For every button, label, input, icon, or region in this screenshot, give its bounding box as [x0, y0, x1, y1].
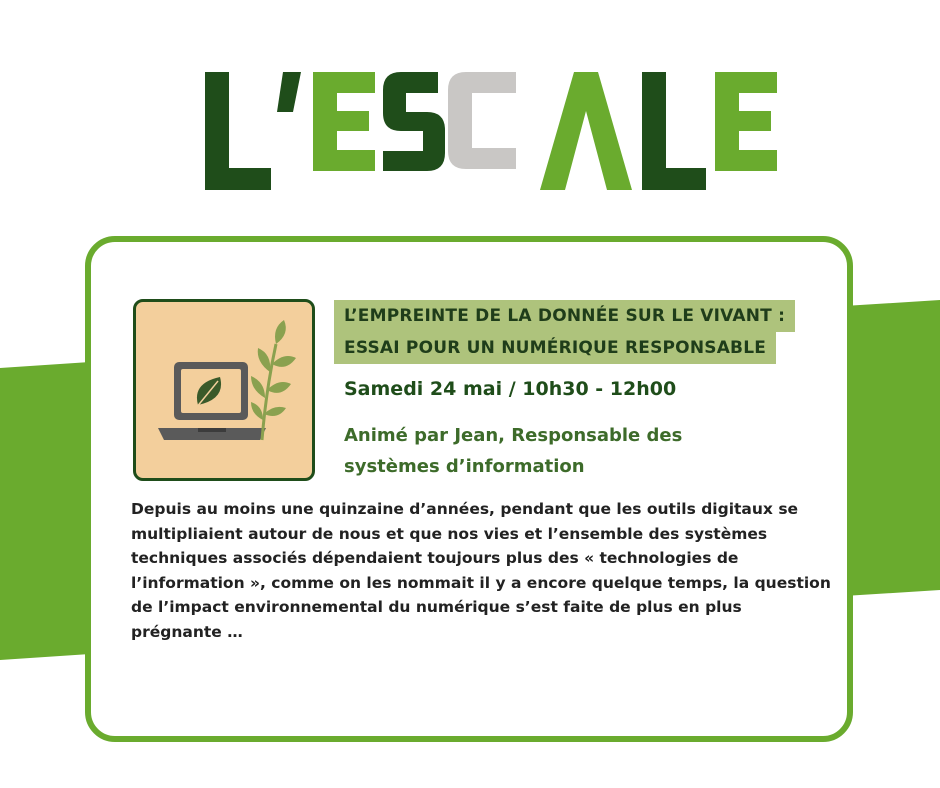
event-date: Samedi 24 mai / 10h30 - 12h00 [344, 378, 677, 400]
event-title-line-2: ESSAI POUR UN NUMÉRIQUE RESPONSABLE [334, 332, 776, 364]
laptop-with-leaf-and-plant-icon [136, 302, 312, 478]
event-title [334, 300, 795, 364]
escale-logo [0, 60, 940, 190]
illustration-box [133, 299, 315, 481]
event-animator: Animé par Jean, Responsable des systèmes d’information [344, 425, 683, 477]
event-title-line-1: L’EMPREINTE DE LA DONNÉE SUR LE VIVANT : [334, 300, 795, 332]
event-description: Depuis au moins une quinzaine d’années, pendant que les outils digitaux se multipliaient autour de nous et que nos vies et l’ensemble des systèmes techniques associés dépendaient toujours plus des « technologies de l’information », comme on les nommait il y a encore quelque temps, la question de l’impact environnemental du numérique s’est faite de plus en plus prégnante … [131, 500, 831, 641]
